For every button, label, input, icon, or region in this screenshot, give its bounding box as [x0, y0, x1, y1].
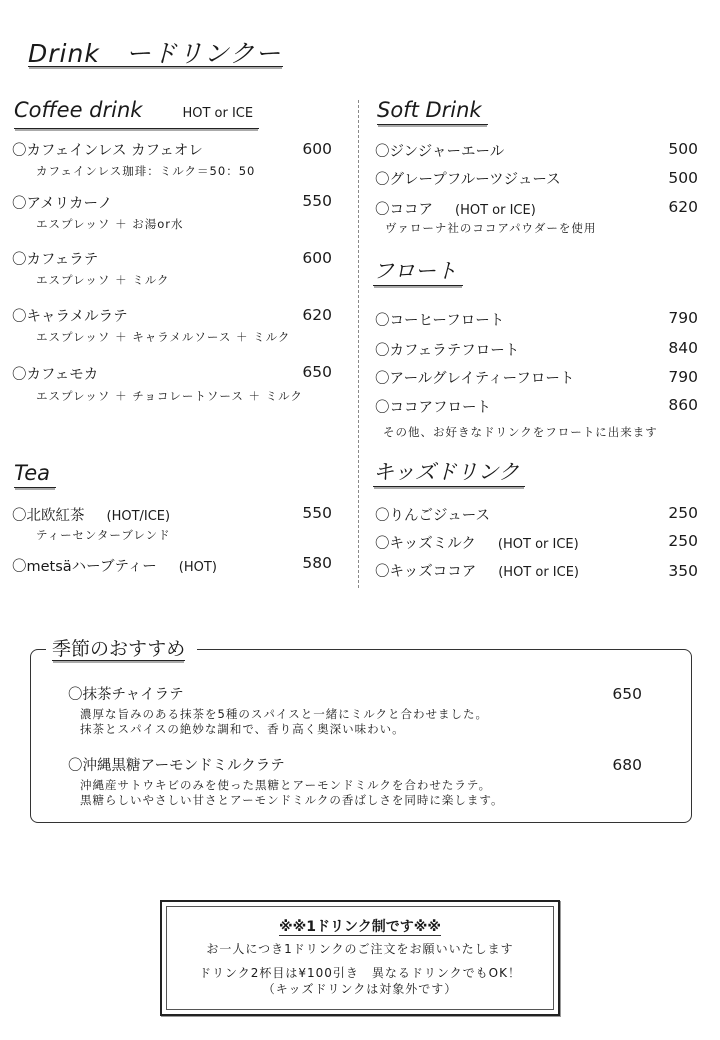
- tea-section-title: Tea: [14, 459, 56, 488]
- menu-item-nordic-black-tea: [12, 504, 170, 525]
- float-note: その他、お好きなドリンクをフロートに出来ます: [383, 425, 658, 439]
- menu-item-coffee-float: 〇コーヒーフロート: [375, 313, 505, 329]
- price-ginger-ale: 500: [668, 140, 698, 158]
- price-kids-cocoa: 350: [668, 562, 698, 580]
- metsa-herb-tea-qualifier: (HOT): [178, 560, 217, 575]
- kids-milk-label: 〇キッズミルク: [375, 536, 476, 552]
- notice-line-1: お一人につき1ドリンクのご注文をお願いいたします: [206, 942, 514, 956]
- desc-americano: エスプレッソ ＋ お湯or水: [36, 217, 184, 231]
- soft-drink-section-title: Soft Drink: [377, 96, 488, 125]
- price-cocoa: 620: [668, 198, 698, 216]
- notice-title-text: ※※1ドリンク制です※※: [279, 919, 441, 935]
- price-americano: 550: [302, 192, 332, 210]
- cocoa-qualifier: (HOT or ICE): [455, 203, 536, 218]
- kids-drink-section-title: キッズドリンク: [373, 458, 525, 487]
- price-nordic-black-tea: 550: [302, 504, 332, 522]
- menu-item-americano: 〇アメリカーノ: [12, 196, 113, 212]
- menu-item-kids-cocoa: [375, 560, 579, 581]
- menu-item-grapefruit-juice: 〇グレープフルーツジュース: [375, 172, 561, 188]
- float-section-title: フロート: [373, 257, 463, 286]
- desc-okinawa-kokuto-1: 沖縄産サトウキビのみを使った黒糖とアーモンドミルクを合わせたラテ。: [80, 778, 492, 792]
- price-matcha-chai-latte: 650: [612, 685, 642, 703]
- price-cafe-latte-float: 840: [668, 339, 698, 357]
- cocoa-label: 〇ココア: [375, 202, 433, 218]
- menu-item-decaf-cafe-au-lait: 〇カフェインレス カフェオレ: [12, 143, 203, 159]
- desc-cafe-latte: エスプレッソ ＋ ミルク: [36, 273, 170, 287]
- desc-nordic-black-tea: ティーセンターブレンド: [36, 528, 171, 542]
- kids-cocoa-label: 〇キッズココア: [375, 564, 477, 580]
- notice-line-2: ドリンク2杯目は¥100引き 異なるドリンクでもOK！: [198, 966, 521, 980]
- nordic-black-tea-label: 〇北欧紅茶: [12, 508, 85, 524]
- menu-item-cafe-latte-float: 〇カフェラテフロート: [375, 343, 520, 359]
- seasonal-section-title: [46, 636, 197, 662]
- menu-item-cocoa-float: 〇ココアフロート: [375, 400, 491, 416]
- menu-item-ginger-ale: 〇ジンジャーエール: [375, 144, 505, 160]
- desc-okinawa-kokuto-2: 黒糖らしいやさしい甘さとアーモンドミルクの香ばしさを同時に楽します。: [80, 793, 504, 807]
- desc-decaf-cafe-au-lait: カフェインレス珈琲：ミルク＝50：50: [36, 164, 256, 178]
- price-caramel-latte: 620: [302, 306, 332, 324]
- price-decaf-cafe-au-lait: 600: [302, 140, 332, 158]
- menu-item-kids-milk: [375, 532, 579, 553]
- page-title: Drink ードリンクー: [28, 34, 283, 67]
- metsa-herb-tea-label: 〇metsäハーブティー: [12, 559, 157, 575]
- kids-milk-qualifier: (HOT or ICE): [497, 537, 579, 552]
- desc-matcha-chai-latte-2: 抹茶とスパイスの絶妙な調和で、香り高く奥深い味わい。: [80, 722, 405, 736]
- desc-caramel-latte: エスプレッソ ＋ キャラメルソース ＋ ミルク: [36, 330, 291, 344]
- price-okinawa-kokuto-almond-milk-latte: 680: [612, 756, 642, 774]
- coffee-section-title: [14, 96, 259, 129]
- menu-item-earl-grey-float: 〇アールグレイティーフロート: [375, 371, 575, 387]
- menu-item-cocoa: [375, 198, 536, 219]
- price-coffee-float: 790: [668, 309, 698, 327]
- notice-title: [160, 916, 560, 936]
- price-metsa-herb-tea: 580: [302, 554, 332, 572]
- price-earl-grey-float: 790: [668, 368, 698, 386]
- price-kids-milk: 250: [668, 532, 698, 550]
- seasonal-title-text: 季節のおすすめ: [52, 638, 186, 660]
- price-cafe-latte: 600: [302, 249, 332, 267]
- price-cocoa-float: 860: [668, 396, 698, 414]
- nordic-black-tea-qualifier: (HOT/ICE): [106, 509, 171, 524]
- desc-matcha-chai-latte-1: 濃厚な旨みのある抹茶を5種のスパイスと一緒にミルクと合わせました。: [80, 707, 488, 721]
- menu-item-metsa-herb-tea: [12, 555, 217, 576]
- notice-line-3: （キッズドリンクは対象外です）: [262, 982, 458, 996]
- price-grapefruit-juice: 500: [668, 169, 698, 187]
- column-divider: [358, 100, 359, 588]
- desc-cocoa: ヴァローナ社のココアパウダーを使用: [385, 221, 597, 235]
- price-cafe-mocha: 650: [302, 363, 332, 381]
- menu-item-cafe-mocha: 〇カフェモカ: [12, 367, 99, 383]
- menu-item-cafe-latte: 〇カフェラテ: [12, 252, 99, 268]
- coffee-title-text: Coffee drink: [14, 98, 143, 122]
- desc-cafe-mocha: エスプレッソ ＋ チョコレートソース ＋ ミルク: [36, 389, 303, 403]
- menu-item-caramel-latte: 〇キャラメルラテ: [12, 309, 128, 325]
- menu-item-matcha-chai-latte: 〇抹茶チャイラテ: [68, 687, 184, 703]
- menu-item-okinawa-kokuto-almond-milk-latte: 〇沖縄黒糖アーモンドミルクラテ: [68, 758, 285, 774]
- price-apple-juice: 250: [668, 504, 698, 522]
- menu-item-apple-juice: 〇りんごジュース: [375, 508, 490, 524]
- coffee-temperature-note: HOT or ICE: [182, 106, 254, 121]
- kids-cocoa-qualifier: (HOT or ICE): [498, 565, 579, 580]
